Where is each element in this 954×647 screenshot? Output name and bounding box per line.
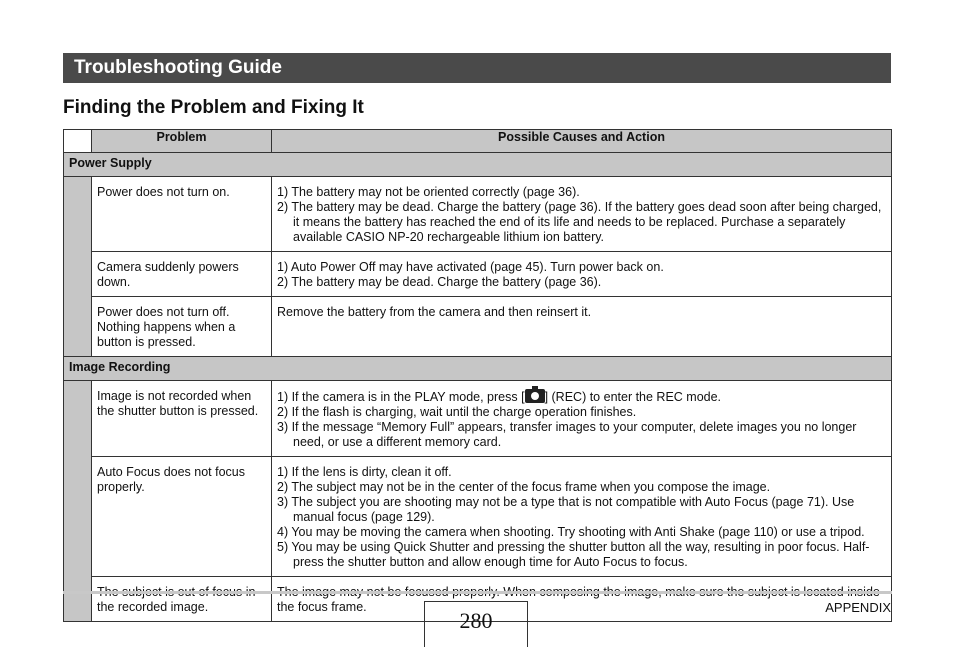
cause-item: 2) The battery may be dead. Charge the battery (page 36). [277,275,602,289]
column-header-problem: Problem [92,130,272,153]
cause-item: 5) You may be using Quick Shutter and pressing the shutter button all the way, resulting in poor focus. Half-press the shutter button and allow enough time for Auto Focus to focus. [277,540,870,569]
cause-item [277,389,887,405]
table-row [64,381,892,457]
section-gutter [64,381,92,622]
cause-item: 2) The subject may not be in the center of the focus frame when you compose the image. [277,480,771,494]
page-subtitle: Finding the Problem and Fixing It [63,97,364,118]
cause-item: 3) If the message “Memory Full” appears, transfer images to your computer, delete images you no longer need, or use a different memory card. [277,420,857,449]
section-title: Troubleshooting Guide [74,57,282,78]
causes-cell: the focus frame. [272,577,892,622]
causes-cell: Remove the battery from the camera and then reinsert it. [272,297,892,357]
camera-icon [525,389,545,403]
causes-cell [272,457,892,577]
cause-item: 1) If the lens is dirty, clean it off. [277,465,452,479]
column-header-causes: Possible Causes and Action [272,130,892,153]
table-row [64,177,892,252]
problem-cell: Image is not recorded when the shutter button is pressed. [92,381,272,457]
cause-text-before-icon: 1) If the camera is in the PLAY mode, press [ [277,390,525,404]
cause-item: 2) If the flash is charging, wait until the charge operation finishes. [277,405,637,419]
section-title-power-supply: Power Supply [64,153,892,177]
causes-cell [272,177,892,252]
table-row [64,297,892,357]
footer-rule [63,591,892,594]
section-gutter [64,177,92,357]
causes-list [277,185,887,245]
problem-cell: Power does not turn off. Nothing happens when a button is pressed. [92,297,272,357]
problem-cell: Camera suddenly powers down. [92,252,272,297]
troubleshooting-table [63,129,892,622]
header-spacer [64,130,92,153]
cause-item: 4) You may be moving the camera when shooting. Try shooting with Anti Shake (page 110) or use a tripod. [277,525,865,539]
problem-cell: Auto Focus does not focus properly. [92,457,272,577]
cause-item: 1) The battery may not be oriented correctly (page 36). [277,185,580,199]
table-row [64,252,892,297]
problem-cell: Power does not turn on. [92,177,272,252]
table-header-row [64,130,892,153]
causes-cell [272,252,892,297]
footer-section-label: APPENDIX [825,600,891,615]
cause-text-after-icon: ] (REC) to enter the REC mode. [544,390,722,404]
section-row [64,357,892,381]
causes-list [277,389,887,450]
table-row [64,457,892,577]
page-number: 280 [424,601,528,647]
causes-list [277,260,887,290]
causes-cell [272,381,892,457]
section-title-image-recording: Image Recording [64,357,892,381]
causes-list [277,465,887,570]
cause-item: 1) Auto Power Off may have activated (page 45). Turn power back on. [277,260,664,274]
section-row [64,153,892,177]
cause-item: 3) The subject you are shooting may not be a type that is not compatible with Auto Focus (page 71). Use manual focus (page 129). [277,495,855,524]
section-title-banner [63,53,891,83]
cause-item: 2) The battery may be dead. Charge the battery (page 36). If the battery goes dead soon after being charged, it means the battery has reached the end of its life and needs to be replaced. Purchase a separately available CASIO NP-20 rechargeable lithium ion battery. [277,200,882,244]
problem-cell: the recorded image. [92,577,272,622]
